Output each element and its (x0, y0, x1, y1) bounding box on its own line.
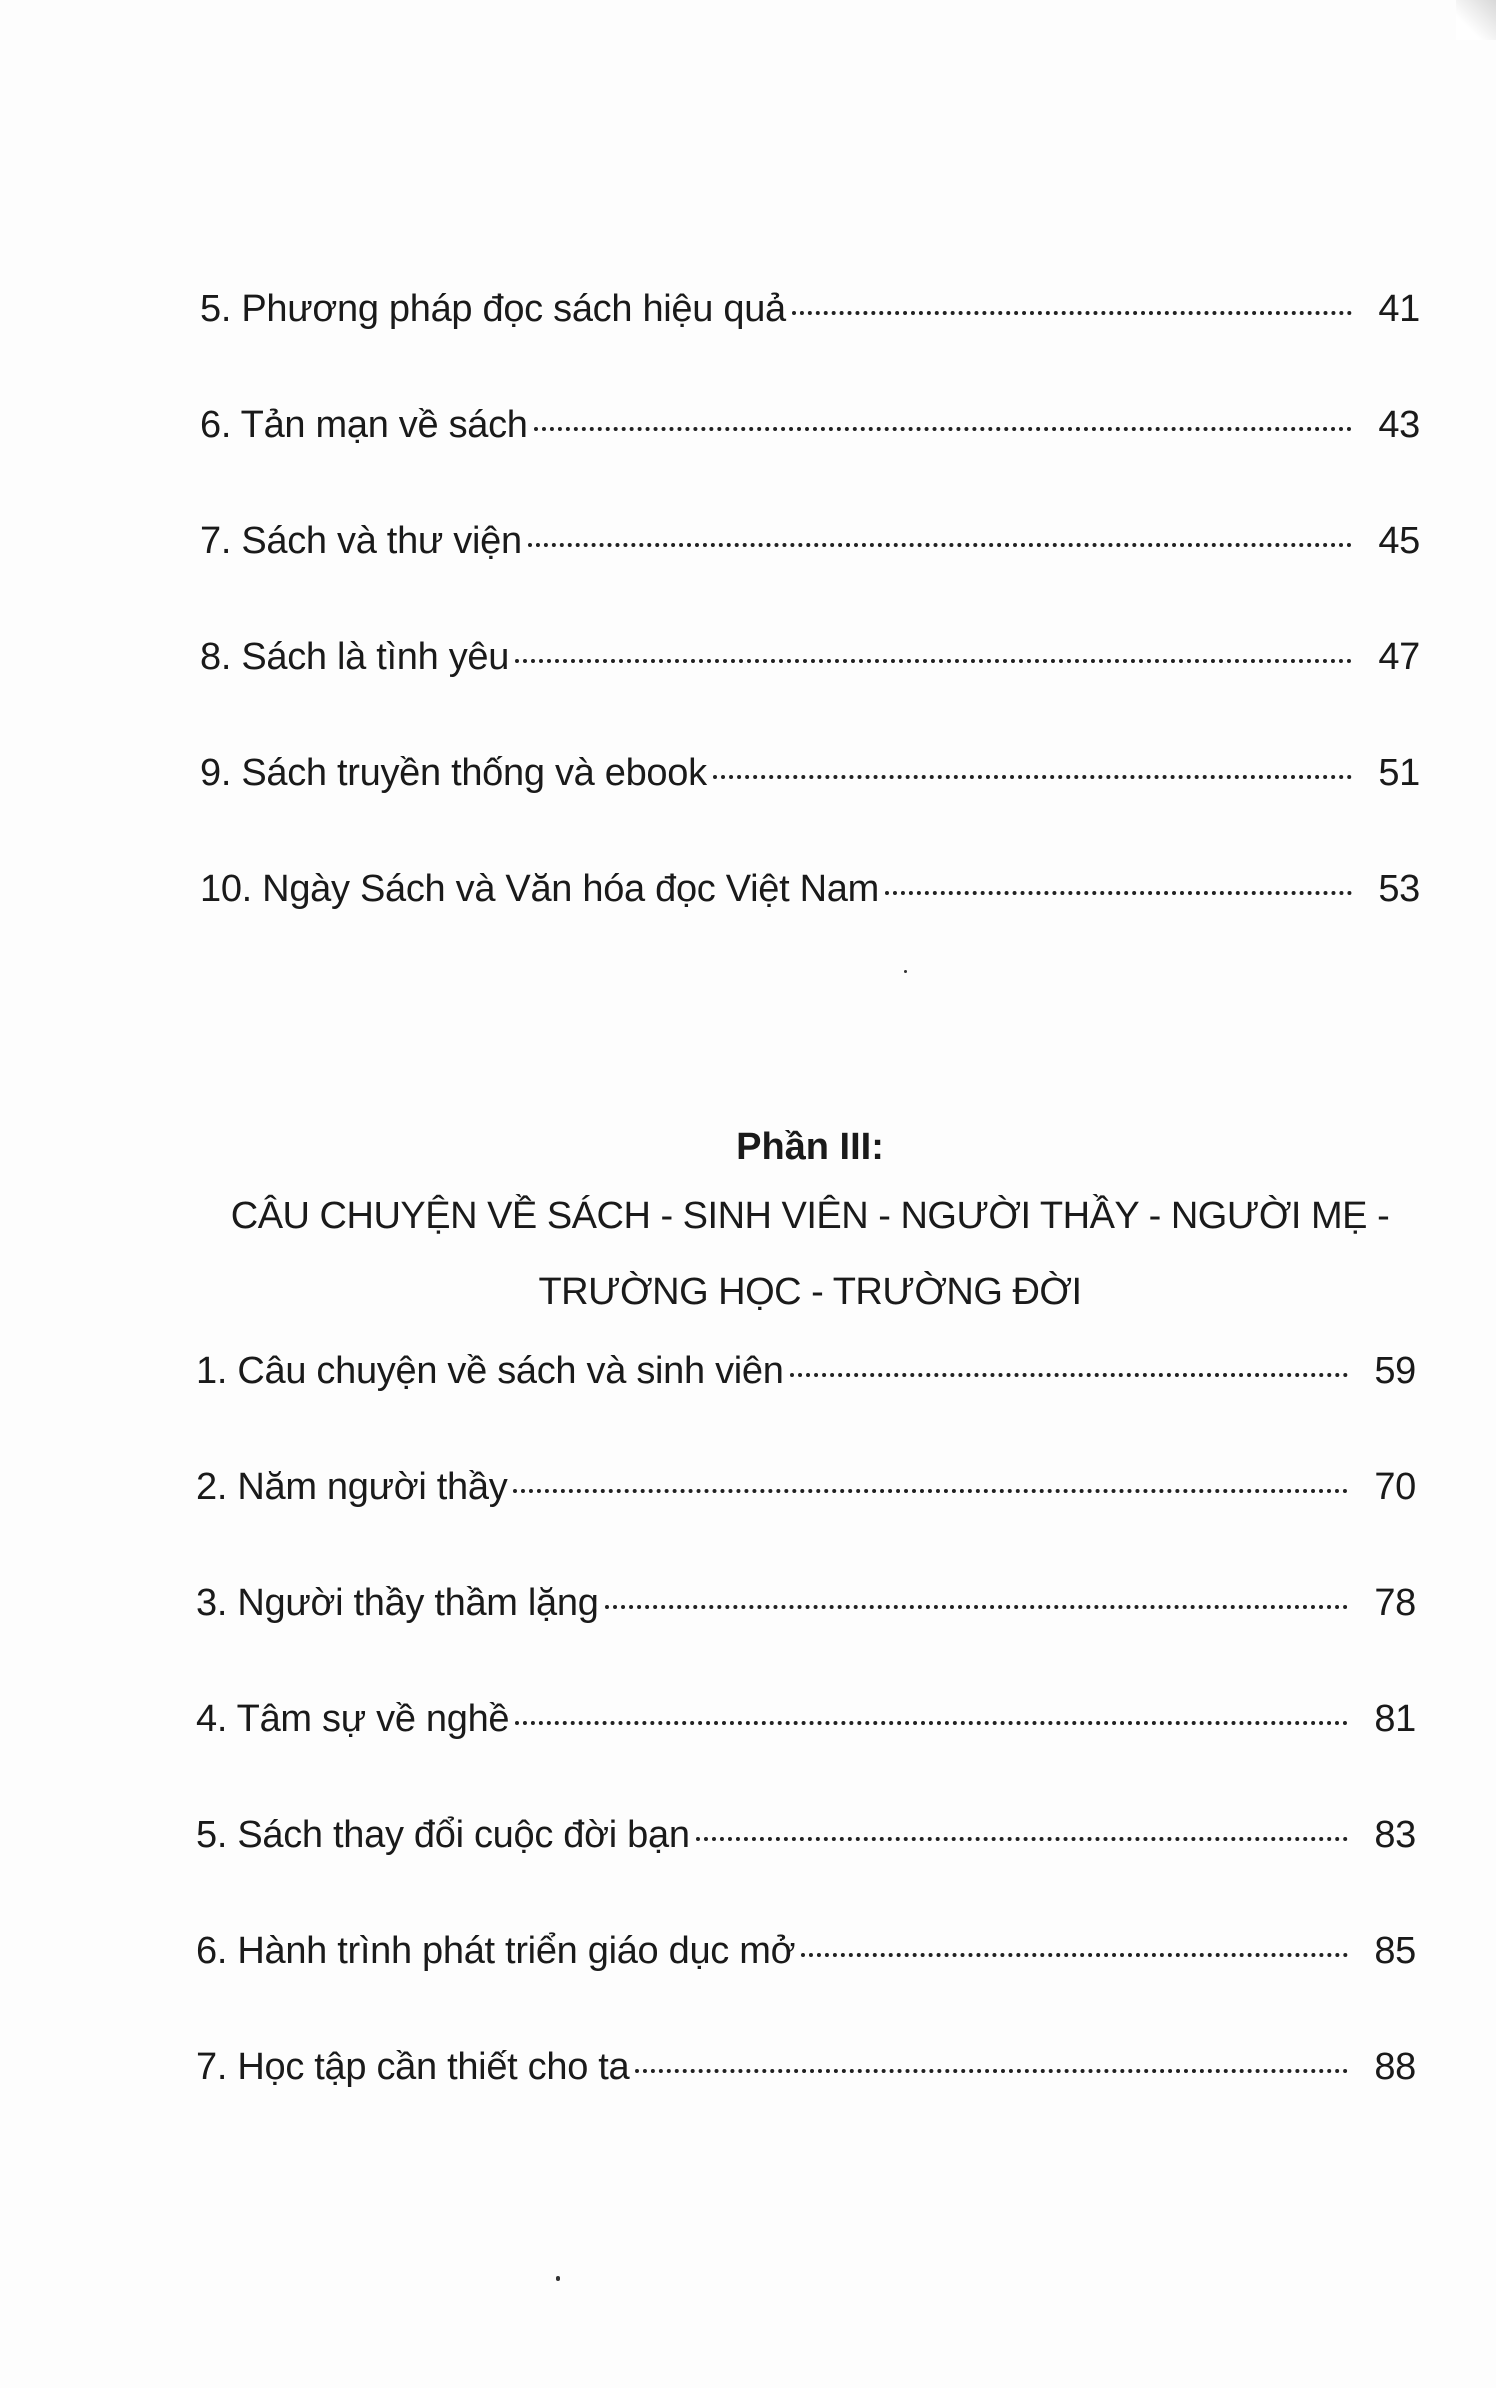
dot-leader (696, 1837, 1348, 1841)
toc-entry-title: 6. Tản mạn về sách (200, 404, 528, 446)
toc-entry-title: 5. Phương pháp đọc sách hiệu quả (200, 288, 786, 330)
toc-entry-page: 59 (1374, 1350, 1416, 1392)
dot-leader (713, 775, 1352, 779)
section-title-line1: CÂU CHUYỆN VỀ SÁCH - SINH VIÊN - NGƯỜI THẦY - NGƯỜI MẸ - (230, 1195, 1390, 1237)
dot-leader (605, 1605, 1348, 1609)
page-corner-shadow (1456, 0, 1496, 40)
paper-speck (904, 970, 907, 973)
toc-entry-page: 53 (1378, 868, 1420, 910)
toc-entry[interactable] (196, 1698, 1416, 1814)
toc-part2-continued (200, 288, 1420, 984)
toc-entry-page: 43 (1378, 404, 1420, 446)
toc-entry-title: 7. Sách và thư viện (200, 520, 522, 562)
toc-entry[interactable] (196, 1350, 1416, 1466)
toc-entry-title: 1. Câu chuyện về sách và sinh viên (196, 1350, 784, 1392)
toc-entry[interactable] (200, 404, 1420, 520)
dot-leader (801, 1953, 1348, 1957)
dot-leader (528, 543, 1352, 547)
toc-entry[interactable] (200, 520, 1420, 636)
toc-entry-page: 51 (1378, 752, 1420, 794)
toc-entry-title: 8. Sách là tình yêu (200, 636, 510, 678)
toc-entry[interactable] (196, 1814, 1416, 1930)
dot-leader (513, 1489, 1348, 1493)
toc-entry[interactable] (196, 1466, 1416, 1582)
toc-part3 (196, 1350, 1416, 2162)
toc-entry-title: 7. Học tập cần thiết cho ta (196, 2046, 630, 2088)
section-title-line2: TRƯỜNG HỌC - TRƯỜNG ĐỜI (538, 1271, 1082, 1313)
toc-entry-title: 10. Ngày Sách và Văn hóa đọc Việt Nam (200, 868, 879, 910)
toc-entry[interactable] (200, 288, 1420, 404)
dot-leader (790, 1373, 1348, 1377)
toc-entry[interactable] (200, 868, 1420, 984)
dot-leader (635, 2069, 1348, 2073)
toc-entry-page: 78 (1374, 1582, 1416, 1624)
dot-leader (515, 1721, 1348, 1725)
toc-entry-title: 2. Năm người thầy (196, 1466, 508, 1508)
toc-entry-page: 81 (1374, 1698, 1416, 1740)
toc-entry[interactable] (200, 752, 1420, 868)
dot-leader (534, 427, 1352, 431)
toc-entry-title: 5. Sách thay đổi cuộc đời bạn (196, 1814, 690, 1856)
toc-entry[interactable] (200, 636, 1420, 752)
dot-leader (515, 659, 1352, 663)
toc-entry-title: 3. Người thầy thầm lặng (196, 1582, 599, 1624)
toc-entry-page: 88 (1374, 2046, 1416, 2088)
toc-entry[interactable] (196, 1930, 1416, 2046)
toc-entry-page: 70 (1374, 1466, 1416, 1508)
toc-entry[interactable] (196, 2046, 1416, 2162)
dot-leader (885, 891, 1352, 895)
toc-entry-page: 41 (1378, 288, 1420, 330)
section-heading-part3 (180, 1118, 1440, 1328)
toc-entry-page: 83 (1374, 1814, 1416, 1856)
toc-entry-page: 47 (1378, 636, 1420, 678)
toc-entry-page: 45 (1378, 520, 1420, 562)
toc-entry-title: 4. Tâm sự về nghề (196, 1698, 510, 1740)
toc-entry-title: 9. Sách truyền thống và ebook (200, 752, 707, 794)
toc-entry[interactable] (196, 1582, 1416, 1698)
section-label: Phần III: (736, 1126, 884, 1168)
dot-leader (792, 311, 1352, 315)
toc-entry-page: 85 (1374, 1930, 1416, 1972)
paper-speck (556, 2276, 560, 2281)
toc-entry-title: 6. Hành trình phát triển giáo dục mở (196, 1930, 796, 1972)
